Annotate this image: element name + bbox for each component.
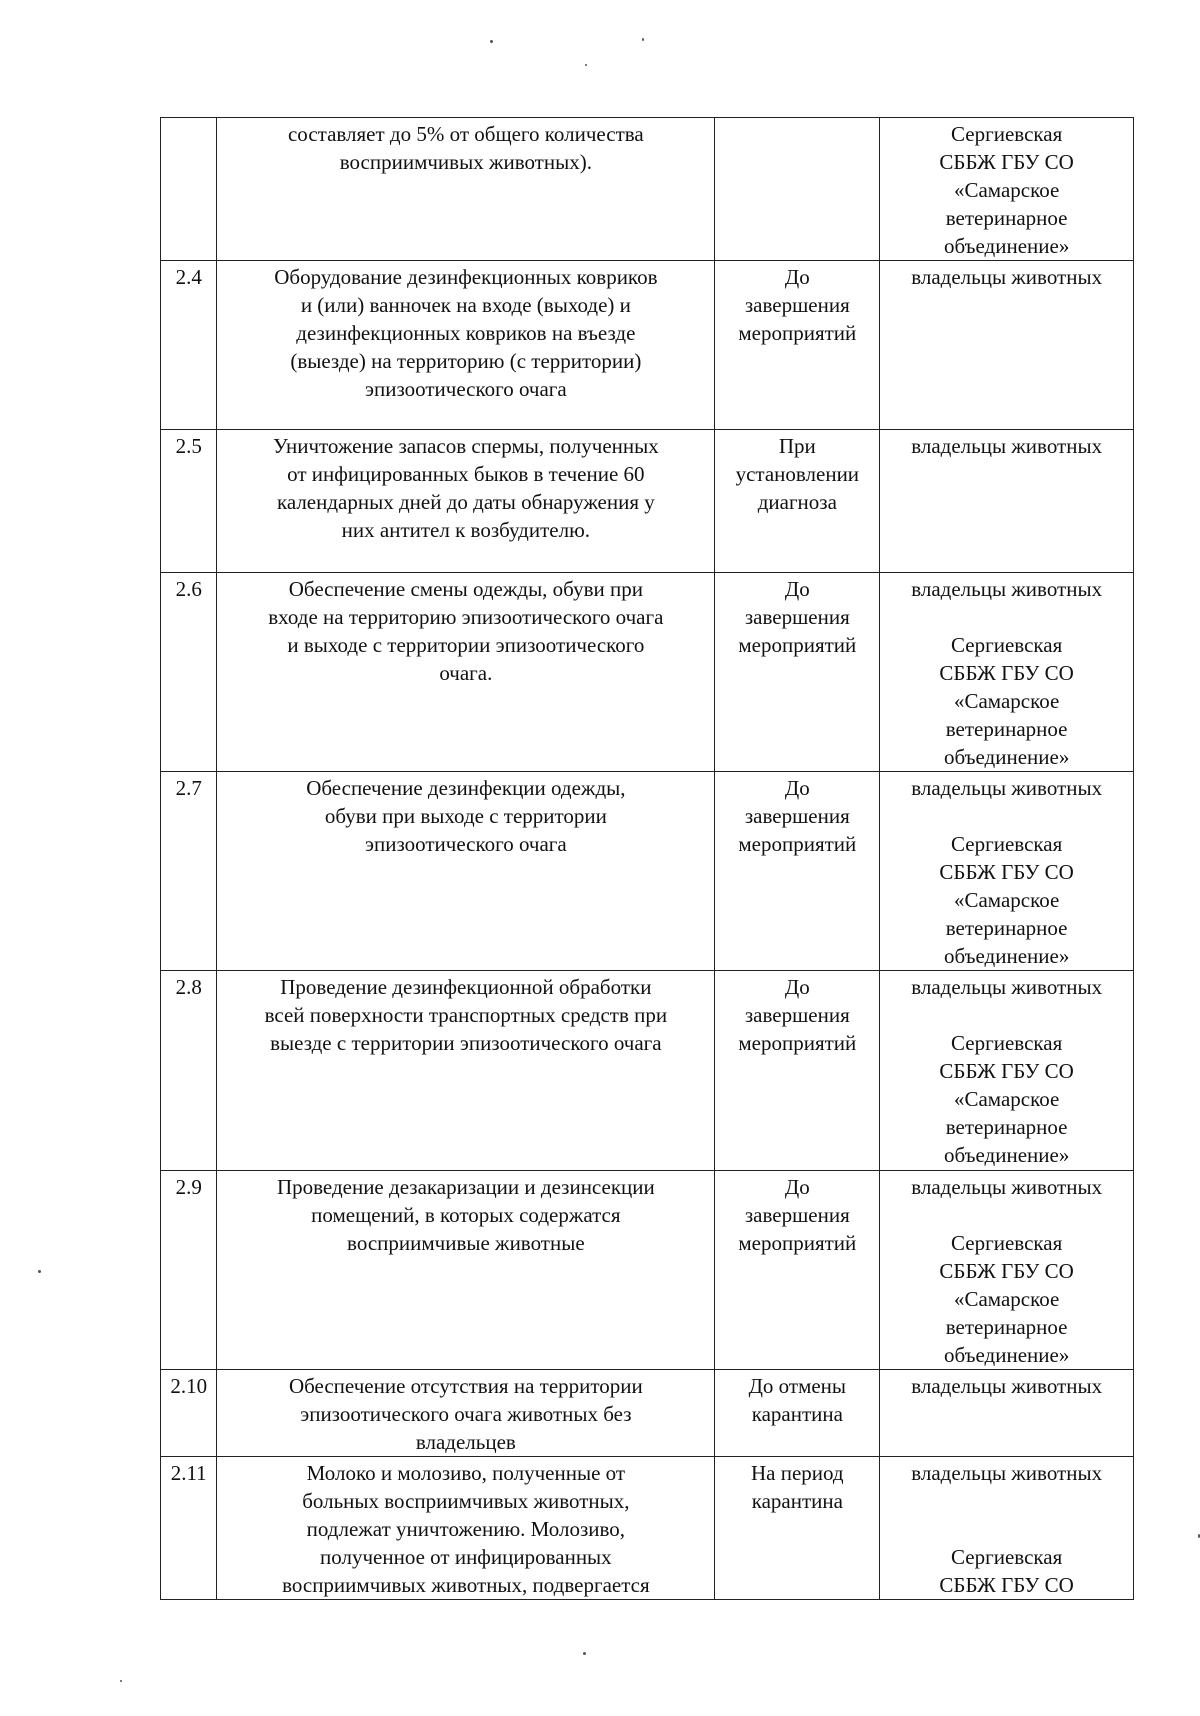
measure-description: составляет до 5% от общего количества восприимчивых животных). xyxy=(217,118,715,261)
measure-description: Обеспечение отсутствия на территории эпизоотического очага животных без владельцев xyxy=(217,1370,715,1457)
table-row xyxy=(161,430,1134,573)
row-number: 2.4 xyxy=(161,261,217,430)
row-number: 2.10 xyxy=(161,1370,217,1457)
row-number xyxy=(161,118,217,261)
row-number: 2.6 xyxy=(161,573,217,772)
measure-responsible: владельцы животных Сергиевская СББЖ ГБУ СО «Самарское ветеринарное объединение» xyxy=(880,1171,1134,1370)
row-number: 2.5 xyxy=(161,430,217,573)
measure-deadline: До завершения мероприятий xyxy=(715,772,880,971)
measure-description: Обеспечение дезинфекции одежды, обуви при выходе с территории эпизоотического очага xyxy=(217,772,715,971)
measure-description: Проведение дезакаризации и дезинсекции помещений, в которых содержатся восприимчивые животные xyxy=(217,1171,715,1370)
measure-responsible: владельцы животных xyxy=(880,430,1134,573)
scan-speck xyxy=(38,1270,41,1273)
scan-speck xyxy=(642,38,644,41)
table-row xyxy=(161,1171,1134,1370)
scan-speck xyxy=(585,64,587,66)
measure-deadline: До завершения мероприятий xyxy=(715,971,880,1171)
measure-responsible: владельцы животных Сергиевская СББЖ ГБУ СО «Самарское ветеринарное объединение» xyxy=(880,971,1134,1171)
measure-deadline: До завершения мероприятий xyxy=(715,261,880,430)
measure-deadline: До завершения мероприятий xyxy=(715,573,880,772)
measure-description: Молоко и молозиво, полученные от больных восприимчивых животных, подлежат уничтожению. Молозиво, полученное от инфицированных восприимчивых животных, подвергается xyxy=(217,1457,715,1600)
measure-responsible: Сергиевская СББЖ ГБУ СО «Самарское ветеринарное объединение» xyxy=(880,118,1134,261)
row-number: 2.9 xyxy=(161,1171,217,1370)
measure-deadline: На период карантина xyxy=(715,1457,880,1600)
measure-deadline: До отмены карантина xyxy=(715,1370,880,1457)
row-number: 2.7 xyxy=(161,772,217,971)
measure-responsible: владельцы животных xyxy=(880,1370,1134,1457)
table-row xyxy=(161,1370,1134,1457)
measure-responsible: владельцы животных Сергиевская СББЖ ГБУ СО «Самарское ветеринарное объединение» xyxy=(880,772,1134,971)
table-row xyxy=(161,573,1134,772)
table-row xyxy=(161,118,1134,261)
measure-deadline: До завершения мероприятий xyxy=(715,1171,880,1370)
table-row xyxy=(161,1457,1134,1600)
measure-description: Уничтожение запасов спермы, полученных от инфицированных быков в течение 60 календарных дней до даты обнаружения у них антител к возбудителю. xyxy=(217,430,715,573)
measure-responsible: владельцы животных Сергиевская СББЖ ГБУ СО «Самарское ветеринарное объединение» xyxy=(880,573,1134,772)
row-number: 2.11 xyxy=(161,1457,217,1600)
measure-description: Проведение дезинфекционной обработки всей поверхности транспортных средств при выезде с территории эпизоотического очага xyxy=(217,971,715,1171)
table-row xyxy=(161,971,1134,1171)
measure-description: Оборудование дезинфекционных ковриков и (или) ванночек на входе (выходе) и дезинфекционных ковриков на въезде (выезде) на территорию (с территории) эпизоотического очага xyxy=(217,261,715,430)
measure-deadline: При установлении диагноза xyxy=(715,430,880,573)
scan-speck xyxy=(583,1652,586,1655)
measure-description: Обеспечение смены одежды, обуви при входе на территорию эпизоотического очага и выходе с территории эпизоотического очага. xyxy=(217,573,715,772)
measure-responsible: владельцы животных Сергиевская СББЖ ГБУ СО xyxy=(880,1457,1134,1600)
table-row xyxy=(161,772,1134,971)
scan-speck xyxy=(490,40,493,43)
row-number: 2.8 xyxy=(161,971,217,1171)
measure-responsible: владельцы животных xyxy=(880,261,1134,430)
measures-table xyxy=(160,117,1134,1600)
table-row xyxy=(161,261,1134,430)
scan-speck xyxy=(120,1680,122,1682)
measure-deadline xyxy=(715,118,880,261)
